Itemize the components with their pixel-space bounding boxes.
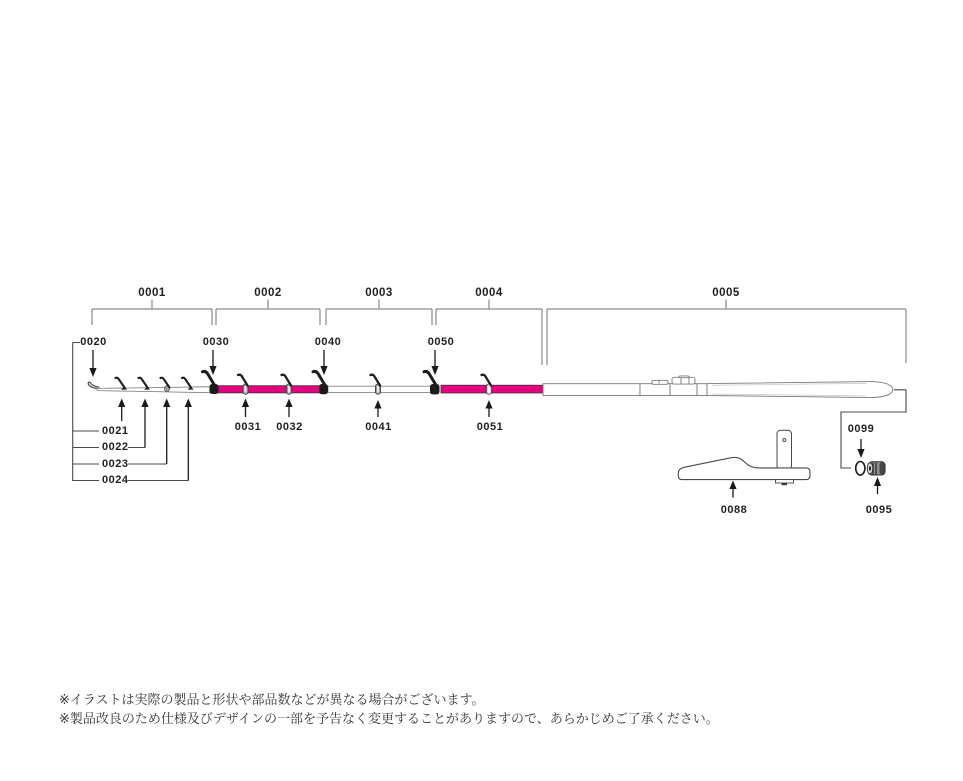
section-label-0003: 0003 bbox=[365, 287, 393, 299]
part-label-0031: 0031 bbox=[234, 421, 262, 433]
post bbox=[777, 430, 792, 469]
o-ring-part-0099 bbox=[856, 462, 865, 476]
footer-note-line1: ※イラストは実際の製品と形状や部品数などが異なる場合がございます。 bbox=[59, 692, 485, 707]
part-label-0099: 0099 bbox=[847, 423, 875, 435]
end-cap-part-0095 bbox=[867, 462, 885, 475]
part-label-0041: 0041 bbox=[365, 421, 392, 433]
part-label-0051: 0051 bbox=[476, 421, 504, 433]
part-label-0022: 0022 bbox=[102, 441, 129, 453]
footer-notes bbox=[59, 691, 719, 728]
bracket-0003 bbox=[326, 300, 432, 326]
rod-section-1 bbox=[97, 387, 215, 393]
arrow-0023 bbox=[163, 399, 170, 465]
part-label-0020: 0020 bbox=[80, 336, 107, 348]
part-label-0032: 0032 bbox=[276, 421, 303, 433]
reel-seat-part-0088 bbox=[678, 430, 810, 485]
rod-illustration bbox=[88, 371, 893, 397]
arrow-0031 bbox=[242, 399, 249, 418]
section-label-0004: 0004 bbox=[475, 287, 503, 299]
arrow-0030 bbox=[209, 350, 216, 375]
bracket-0004 bbox=[436, 300, 542, 366]
section-label-0005: 0005 bbox=[712, 287, 740, 299]
reel-seat-bump-large bbox=[672, 377, 695, 384]
part-label-0050: 0050 bbox=[427, 336, 455, 348]
arrow-0032 bbox=[285, 399, 292, 418]
arrow-0050 bbox=[431, 350, 438, 375]
section-brackets bbox=[92, 300, 906, 366]
tip-top-guide bbox=[88, 382, 99, 389]
part-label-0024: 0024 bbox=[102, 474, 129, 486]
reel-seat-bump-small bbox=[652, 380, 668, 384]
rod-section-2 bbox=[217, 386, 320, 393]
left-leader-lines bbox=[73, 343, 189, 482]
arrow-0051 bbox=[485, 400, 492, 417]
arrow-0095 bbox=[874, 477, 881, 494]
part-label-0095: 0095 bbox=[865, 504, 893, 516]
arrow-0041 bbox=[374, 400, 381, 417]
bottom-nub bbox=[782, 483, 788, 485]
bracket-0005 bbox=[547, 300, 906, 366]
arrow-0040 bbox=[320, 350, 327, 375]
arrow-0099 bbox=[857, 439, 864, 458]
footer-note-line2: ※製品改良のため仕様及びデザインの一部を予告なく変更することがありますので、あらかじめご了承ください。 bbox=[59, 710, 719, 726]
rod-section-5-handle bbox=[543, 376, 893, 398]
part-label-0023: 0023 bbox=[102, 457, 129, 470]
bracket-0002 bbox=[216, 300, 320, 326]
part-label-0088: 0088 bbox=[720, 504, 748, 516]
section-label-0001: 0001 bbox=[138, 287, 166, 299]
arrow-0021 bbox=[118, 399, 125, 422]
part-label-0040: 0040 bbox=[314, 336, 342, 348]
part-label-0021: 0021 bbox=[102, 424, 129, 437]
bracket-0001 bbox=[92, 300, 212, 326]
arrow-0024 bbox=[185, 399, 192, 481]
bottom-tab bbox=[776, 480, 794, 483]
arrow-0088 bbox=[729, 481, 736, 498]
arrow-0022 bbox=[141, 399, 148, 448]
arrow-0020 bbox=[89, 350, 96, 377]
section-label-0002: 0002 bbox=[254, 287, 282, 299]
part-label-0030: 0030 bbox=[202, 336, 230, 348]
